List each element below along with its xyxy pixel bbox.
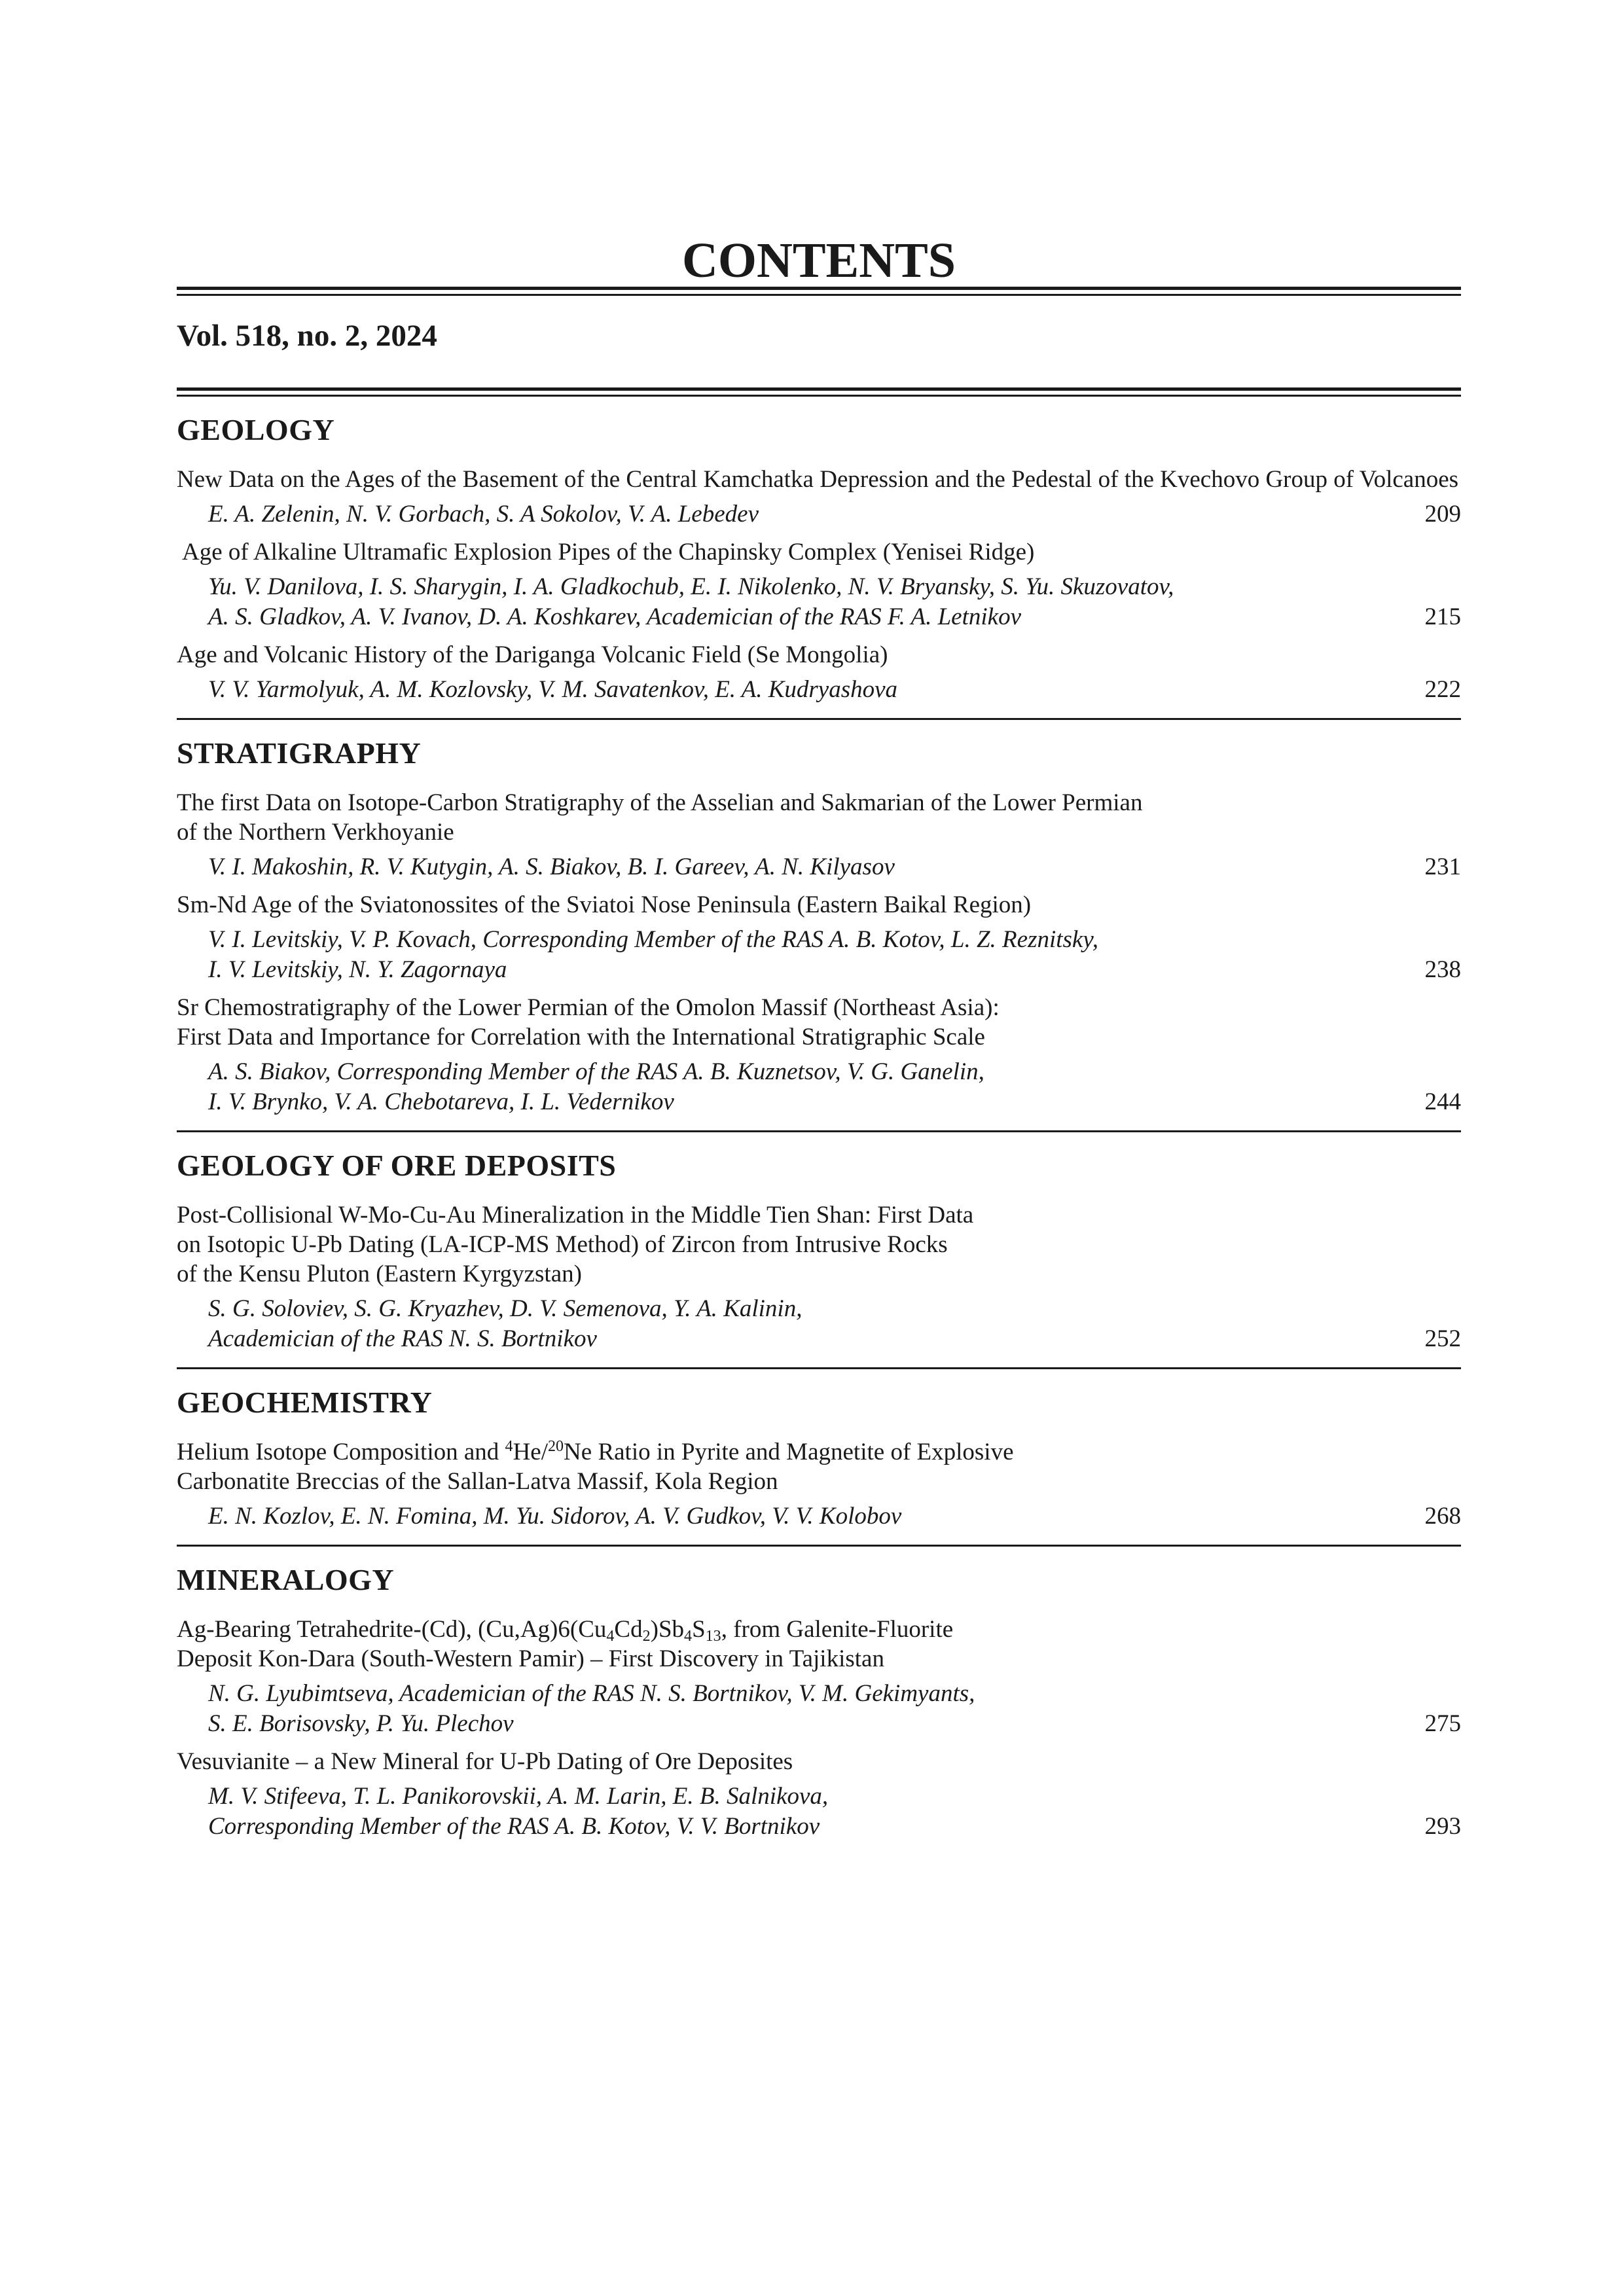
- article-authors: [177, 1679, 975, 1739]
- article-title[interactable]: [177, 1200, 1461, 1289]
- subscript: 4: [606, 1628, 615, 1645]
- page-number: 231: [1424, 853, 1461, 880]
- superscript: 20: [548, 1437, 564, 1455]
- article-authors: [177, 852, 895, 882]
- article-authors: [177, 1782, 828, 1842]
- article-authors-row: [177, 925, 1461, 985]
- article-title[interactable]: Vesuvianite – a New Mineral for U-Pb Dating of Ore Deposites: [177, 1748, 793, 1775]
- title-line: [177, 1615, 1461, 1644]
- title-line: of the Kensu Pluton (Eastern Kyrgyzstan): [177, 1261, 582, 1287]
- title-text: Helium Isotope Composition and: [177, 1439, 505, 1465]
- section-title: GEOLOGY: [177, 413, 335, 446]
- title-line: on Isotopic U-Pb Dating (LA-ICP-MS Method) of Zircon from Intrusive Rocks: [177, 1231, 948, 1258]
- article-authors: [177, 499, 759, 529]
- authors-line: A. S. Gladkov, A. V. Ivanov, D. A. Koshkarev, Academician of the RAS F. A. Letnikov: [208, 603, 1021, 630]
- page-number: 209: [1424, 501, 1461, 528]
- section-geochemistry: [177, 1369, 1461, 1545]
- page-number: 222: [1424, 676, 1461, 703]
- article-authors: [177, 1501, 901, 1532]
- page-number: 215: [1424, 603, 1461, 630]
- section-geology: [177, 397, 1461, 718]
- article-authors: [177, 1057, 984, 1117]
- article-title[interactable]: New Data on the Ages of the Basement of the Central Kamchatka Depression and the Pedestal of the Kvechovo Group of Volcanoes: [177, 466, 1459, 493]
- title-line: First Data and Importance for Correlation with the International Stratigraphic Scale: [177, 1024, 985, 1050]
- article-authors-row: [177, 675, 1461, 705]
- article-title[interactable]: [177, 1615, 1461, 1674]
- page-number: 244: [1424, 1088, 1461, 1115]
- article-authors: [177, 925, 1098, 985]
- article-authors: [177, 1294, 802, 1354]
- page-number: 275: [1424, 1710, 1461, 1737]
- title-line: of the Northern Verkhoyanie: [177, 819, 454, 846]
- contents-block: [177, 216, 1461, 1855]
- article-authors-row: [177, 852, 1461, 882]
- article: [177, 640, 1461, 705]
- article: [177, 1747, 1461, 1842]
- title-text: Ne Ratio in Pyrite and Magnetite of Explosive: [564, 1439, 1014, 1465]
- title-rule: [177, 287, 1461, 296]
- article-authors-row: [177, 1501, 1461, 1532]
- title-line: Deposit Kon-Dara (South-Western Pamir) – First Discovery in Tajikistan: [177, 1645, 884, 1672]
- section-title: STRATIGRAPHY: [177, 736, 422, 770]
- article-authors-row: [177, 572, 1461, 632]
- title-line: The first Data on Isotope-Carbon Stratigraphy of the Asselian and Sakmarian of the Lower Permian: [177, 789, 1143, 816]
- title-line: [177, 1437, 1461, 1467]
- title-text: Ag-Bearing Tetrahedrite-(Cd), (Cu,Ag)6(Cu: [177, 1616, 607, 1643]
- article: [177, 993, 1461, 1117]
- article-authors-row: [177, 1294, 1461, 1354]
- authors-line: E. N. Kozlov, E. N. Fomina, M. Yu. Sidorov, A. V. Gudkov, V. V. Kolobov: [208, 1503, 902, 1530]
- authors-line: V. V. Yarmolyuk, A. M. Kozlovsky, V. M. Savatenkov, E. A. Kudryashova: [208, 676, 898, 703]
- authors-line: S. G. Soloviev, S. G. Kryazhev, D. V. Semenova, Y. A. Kalinin,: [208, 1295, 803, 1322]
- article-title[interactable]: [177, 993, 1461, 1052]
- superscript: 4: [505, 1437, 513, 1455]
- article-title[interactable]: [177, 1437, 1461, 1496]
- article-authors-row: [177, 1679, 1461, 1739]
- article-authors: [177, 675, 897, 705]
- authors-line: A. S. Biakov, Corresponding Member of the RAS A. B. Kuznetsov, V. G. Ganelin,: [208, 1058, 984, 1085]
- authors-line: Academician of the RAS N. S. Bortnikov: [208, 1325, 597, 1352]
- section-title: MINERALOGY: [177, 1563, 395, 1596]
- article-authors-row: [177, 1782, 1461, 1842]
- article-title[interactable]: [177, 788, 1461, 847]
- page-number: 268: [1424, 1503, 1461, 1530]
- article-authors-row: [177, 499, 1461, 529]
- authors-line: Corresponding Member of the RAS A. B. Kotov, V. V. Bortnikov: [208, 1813, 820, 1840]
- section-title: GEOLOGY OF ORE DEPOSITS: [177, 1149, 617, 1182]
- article: [177, 788, 1461, 882]
- article-authors-row: [177, 1057, 1461, 1117]
- title-line: Carbonatite Breccias of the Sallan-Latva Massif, Kola Region: [177, 1468, 778, 1495]
- page-number: 293: [1424, 1813, 1461, 1840]
- page-number: 238: [1424, 956, 1461, 983]
- authors-line: I. V. Brynko, V. A. Chebotareva, I. L. Vedernikov: [208, 1088, 674, 1115]
- authors-line: N. G. Lyubimtseva, Academician of the RAS N. S. Bortnikov, V. M. Gekimyants,: [208, 1680, 975, 1707]
- subscript: 13: [705, 1628, 721, 1645]
- article-title[interactable]: Sm-Nd Age of the Sviatonossites of the Sviatoi Nose Peninsula (Eastern Baikal Region): [177, 891, 1032, 918]
- authors-line: S. E. Borisovsky, P. Yu. Plechov: [208, 1710, 514, 1737]
- section-title: GEOCHEMISTRY: [177, 1386, 433, 1419]
- article: [177, 1437, 1461, 1532]
- article-title[interactable]: Age of Alkaline Ultramafic Explosion Pipes of the Chapinsky Complex (Yenisei Ridge): [182, 539, 1035, 565]
- authors-line: M. V. Stifeeva, T. L. Panikorovskii, A. M. Larin, E. B. Salnikova,: [208, 1783, 829, 1810]
- issue-label: Vol. 518, no. 2, 2024: [177, 319, 437, 353]
- title-text: Cd: [614, 1616, 643, 1643]
- section-geology-of-ore-deposits: [177, 1132, 1461, 1367]
- authors-line: Yu. V. Danilova, I. S. Sharygin, I. A. Gladkochub, E. I. Nikolenko, N. V. Bryansky, S. Yu. Skuzovatov,: [208, 573, 1174, 600]
- article: [177, 1200, 1461, 1354]
- article: [177, 465, 1461, 529]
- article: [177, 1615, 1461, 1739]
- title-line: Post-Collisional W-Mo-Cu-Au Mineralization in the Middle Tien Shan: First Data: [177, 1202, 974, 1229]
- section-stratigraphy: [177, 720, 1461, 1130]
- authors-line: V. I. Makoshin, R. V. Kutygin, A. S. Biakov, B. I. Gareev, A. N. Kilyasov: [208, 853, 895, 880]
- page-number: 252: [1424, 1325, 1461, 1352]
- subscript: 2: [642, 1628, 651, 1645]
- title-text: )Sb: [650, 1616, 685, 1643]
- title-line: Sr Chemostratigraphy of the Lower Permian of the Omolon Massif (Northeast Asia):: [177, 994, 1000, 1021]
- article: [177, 537, 1461, 632]
- title-text: , from Galenite-Fluorite: [721, 1616, 954, 1643]
- subscript: 4: [684, 1628, 693, 1645]
- authors-line: E. A. Zelenin, N. V. Gorbach, S. A Sokolov, V. A. Lebedev: [208, 501, 759, 528]
- title-text: S: [692, 1616, 706, 1643]
- page-title: CONTENTS: [681, 233, 956, 288]
- authors-line: V. I. Levitskiy, V. P. Kovach, Corresponding Member of the RAS A. B. Kotov, L. Z. Reznitsky,: [208, 926, 1098, 953]
- authors-line: I. V. Levitskiy, N. Y. Zagornaya: [208, 956, 507, 983]
- section-mineralogy: [177, 1547, 1461, 1855]
- article-title[interactable]: Age and Volcanic History of the Dariganga Volcanic Field (Se Mongolia): [177, 641, 888, 668]
- issue-rule: [177, 387, 1461, 397]
- article: [177, 890, 1461, 985]
- article-authors: [177, 572, 1174, 632]
- title-text: He/: [513, 1439, 548, 1465]
